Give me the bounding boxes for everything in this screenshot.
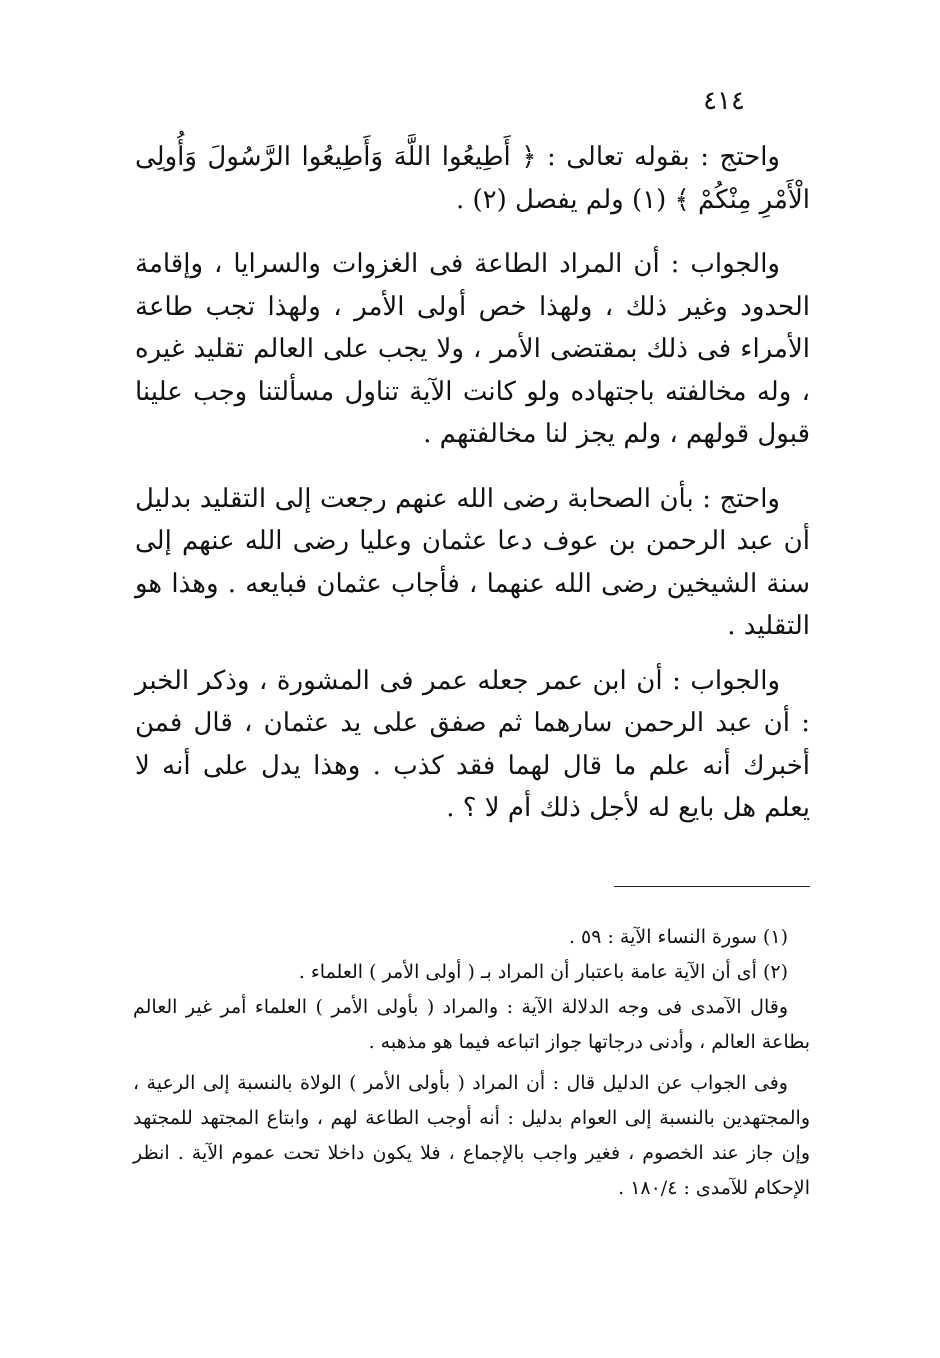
footnote-2-continuation-2: وفى الجواب عن الدليل قال : أن المراد ( بأولى الأمر ) الولاة بالنسبة إلى الرعية ، والمجتهدين بالنسبة إلى العوام بدليل : أنه أوجب الطاعة لهم ، وابتاع المجتهد للمجتهد وإن جاز عند الخصوم ، فغير واجب بالإجماع ، فلا يكون داخلا تحت عموم الآية . انظر الإحكام للآمدى : ١٨٠/٤ .	[133, 1072, 810, 1199]
paragraph-argument-1: واحتج : بقوله تعالى : ﴿ أَطِيعُوا اللَّهَ وَأَطِيعُوا الرَّسُولَ وَأُولِى الْأَمْرِ مِنْكُمْ ﴾ (١) ولم يفصل (٢) .	[135, 142, 810, 215]
footnote-divider	[614, 886, 810, 887]
paragraph-answer-2: والجواب : أن ابن عمر جعله عمر فى المشورة ، وذكر الخبر : أن عبد الرحمن سارهما ثم صفق على يد عثمان ، قال فمن أخبرك أنه علم ما قال لهما فقد كذب . وهذا يدل على أنه لا يعلم هل بايع له لأجل ذلك أم لا ؟ .	[135, 665, 810, 823]
footnote-2-continuation-1: وقال الآمدى فى وجه الدلالة الآية : والمراد ( بأولى الأمر ) العلماء أمر غير العالم بطاعة العالم ، وأدنى درجاتها جواز اتباعه فيما هو مذهبه .	[133, 996, 810, 1053]
footnote-1: (١) سورة النساء الآية : ٥٩ .	[568, 926, 788, 948]
paragraph-argument-2: واحتج : بأن الصحابة رضى الله عنهم رجعت إلى التقليد بدليل أن عبد الرحمن بن عوف دعا عثمان وعليا رضى الله عنهم إلى سنة الشيخين رضى الله عنهما ، فأجاب عثمان فبايعه . وهذا هو التقليد .	[135, 483, 810, 641]
page-number: ٤١٤	[703, 86, 745, 116]
paragraph-answer-1: والجواب : أن المراد الطاعة فى الغزوات والسرايا ، وإقامة الحدود وغير ذلك ، ولهذا خص أولى الأمر ، ولهذا تجب طاعة الأمراء فى ذلك بمقتضى الأمر ، ولا يجب على العالم تقليد غيره ، وله مخالفته باجتهاده ولو كانت الآية تناول مسألتنا وجب علينا قبول قولهم ، ولم يجز لنا مخالفتهم .	[135, 249, 810, 449]
main-text	[135, 136, 810, 830]
footnotes	[133, 920, 810, 1206]
footnote-2: (٢) أى أن الآية عامة باعتبار أن المراد بـ ( أولى الأمر ) العلماء .	[298, 961, 788, 983]
